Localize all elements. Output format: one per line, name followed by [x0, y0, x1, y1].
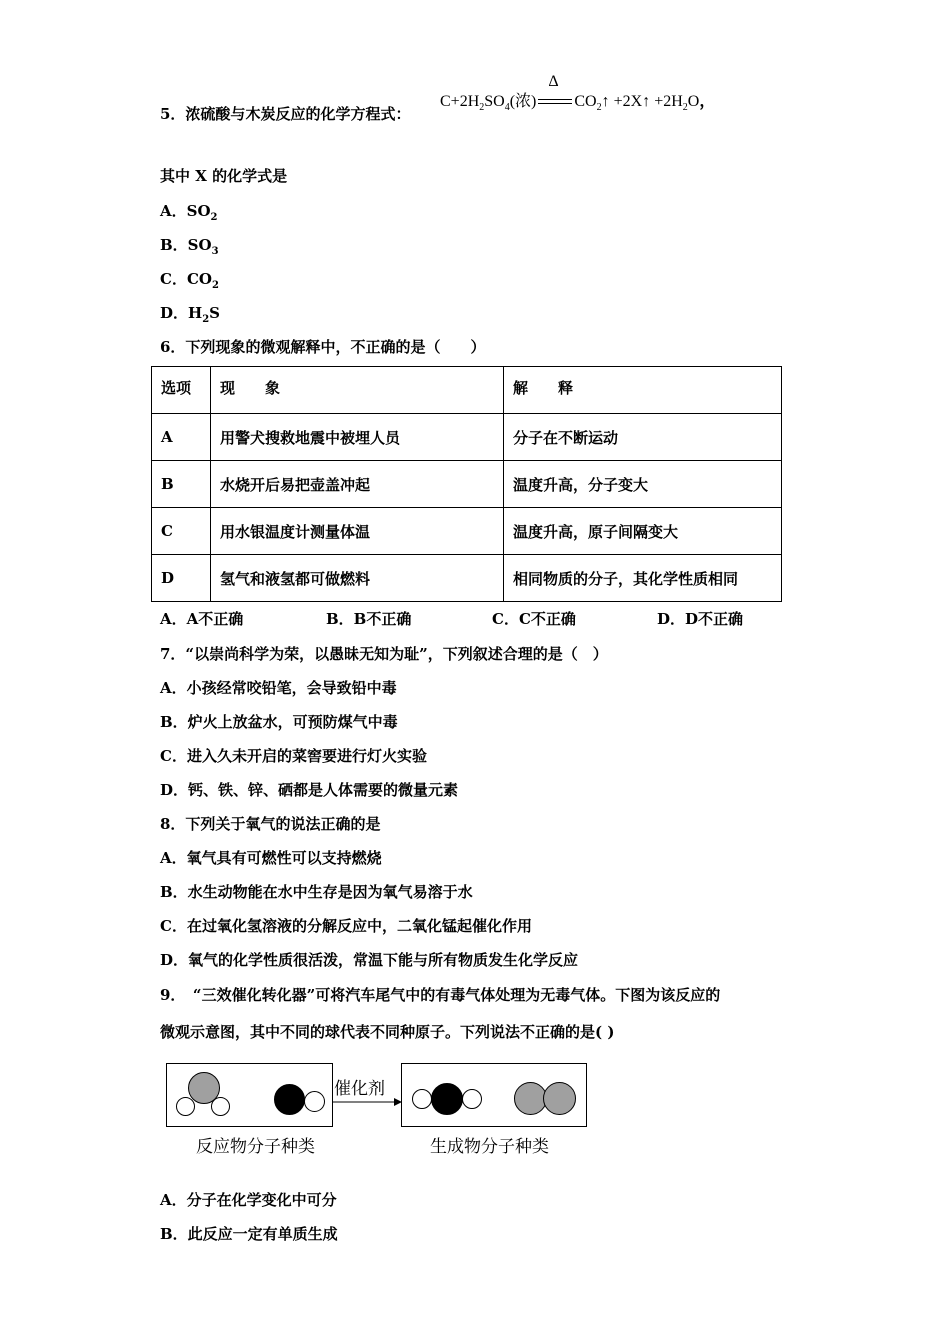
- table-cell: 水烧开后易把壶盖冲起: [211, 461, 504, 508]
- products-box: [401, 1063, 587, 1127]
- table-row: [152, 414, 782, 461]
- table-cell: C: [152, 508, 211, 555]
- q5-option-a[interactable]: A．$SO_2$: [160, 202, 218, 223]
- table-row: [152, 508, 782, 555]
- black-atom: [431, 1083, 463, 1115]
- q8-option-d[interactable]: D．氧气的化学性质很活泼，常温下能与所有物质发生化学反应: [160, 951, 579, 969]
- table-cell: 分子在不断运动: [504, 414, 782, 461]
- q6-option-c[interactable]: C．C不正确: [492, 610, 576, 628]
- q7-option-c[interactable]: C．进入久未开启的菜窖要进行灯火实验: [160, 747, 427, 765]
- q6-table: [151, 366, 782, 602]
- q8-option-a[interactable]: A．氧气具有可燃性可以支持燃烧: [160, 849, 382, 867]
- table-cell: B: [152, 461, 211, 508]
- table-cell: D: [152, 555, 211, 602]
- grey-atom: [543, 1082, 576, 1115]
- q7-option-a[interactable]: A．小孩经常咬铅笔，会导致铅中毒: [160, 679, 397, 697]
- reaction-diagram: [160, 1060, 600, 1170]
- white-atom: [304, 1091, 325, 1112]
- q6-option-d[interactable]: D．D不正确: [657, 610, 744, 628]
- table-cell: 用水银温度计测量体温: [211, 508, 504, 555]
- table-header: 解 释: [504, 367, 782, 414]
- q8-stem: 8．下列关于氧气的说法正确的是: [160, 815, 381, 833]
- catalyst-label: 催化剂: [334, 1079, 385, 1099]
- q5-stem: 5．浓硫酸与木炭反应的化学方程式：: [160, 105, 411, 123]
- q6-option-b[interactable]: B．B不正确: [326, 610, 412, 628]
- products-caption: 生成物分子种类: [430, 1137, 549, 1157]
- q9-option-b[interactable]: B．此反应一定有单质生成: [160, 1225, 338, 1243]
- q5-option-c[interactable]: C．$CO_2$: [160, 270, 219, 291]
- q7-stem: 7．“以崇尚科学为荣，以愚昧无知为耻”，下列叙述合理的是（ ）: [160, 645, 608, 663]
- q5-option-b[interactable]: B．$SO_3$: [160, 236, 219, 257]
- q5-equation: $C+2H_2SO_4$(浓) Δ $CO_2↑$ +2X↑ $+2H_2O$，: [440, 73, 716, 114]
- table-header-row: [152, 367, 782, 414]
- reactants-box: [166, 1063, 333, 1127]
- black-atom: [274, 1084, 305, 1115]
- q9-stem-line2: 微观示意图，其中不同的球代表不同种原子。下列说法不正确的是( ): [160, 1023, 615, 1041]
- white-atom: [462, 1089, 482, 1109]
- table-cell: 氢气和液氢都可做燃料: [211, 555, 504, 602]
- q9-option-a[interactable]: A．分子在化学变化中可分: [160, 1191, 337, 1209]
- table-header: 现 象: [211, 367, 504, 414]
- white-atom: [412, 1089, 432, 1109]
- q7-option-b[interactable]: B．炉火上放盆水，可预防煤气中毒: [160, 713, 398, 731]
- table-cell: 温度升高，分子变大: [504, 461, 782, 508]
- table-cell: A: [152, 414, 211, 461]
- table-cell: 温度升高，原子间隔变大: [504, 508, 782, 555]
- q6-option-a[interactable]: A．A不正确: [160, 610, 244, 628]
- table-cell: 用警犬搜救地震中被埋人员: [211, 414, 504, 461]
- q8-option-c[interactable]: C．在过氧化氢溶液的分解反应中，二氧化锰起催化作用: [160, 917, 532, 935]
- table-row: [152, 461, 782, 508]
- q8-option-b[interactable]: B．水生动物能在水中生存是因为氧气易溶于水: [160, 883, 473, 901]
- table-cell: 相同物质的分子，其化学性质相同: [504, 555, 782, 602]
- white-atom: [211, 1097, 230, 1116]
- q7-option-d[interactable]: D．钙、铁、锌、硒都是人体需要的微量元素: [160, 781, 459, 799]
- reaction-arrow-icon: [332, 1096, 402, 1108]
- q6-stem: 6．下列现象的微观解释中，不正确的是（ ）: [160, 338, 486, 356]
- q5-question: 其中 X 的化学式是: [160, 167, 288, 185]
- q5-option-d[interactable]: D．$H_2S$: [160, 304, 220, 325]
- equilibrium-sign: Δ: [536, 97, 574, 107]
- table-row: [152, 555, 782, 602]
- table-header: 选项: [152, 367, 211, 414]
- q9-stem-line1: 9． “三效催化转化器”可将汽车尾气中的有毒气体处理为无毒气体。下图为该反应的: [160, 986, 721, 1004]
- white-atom: [176, 1097, 195, 1116]
- reactants-caption: 反应物分子种类: [196, 1137, 315, 1157]
